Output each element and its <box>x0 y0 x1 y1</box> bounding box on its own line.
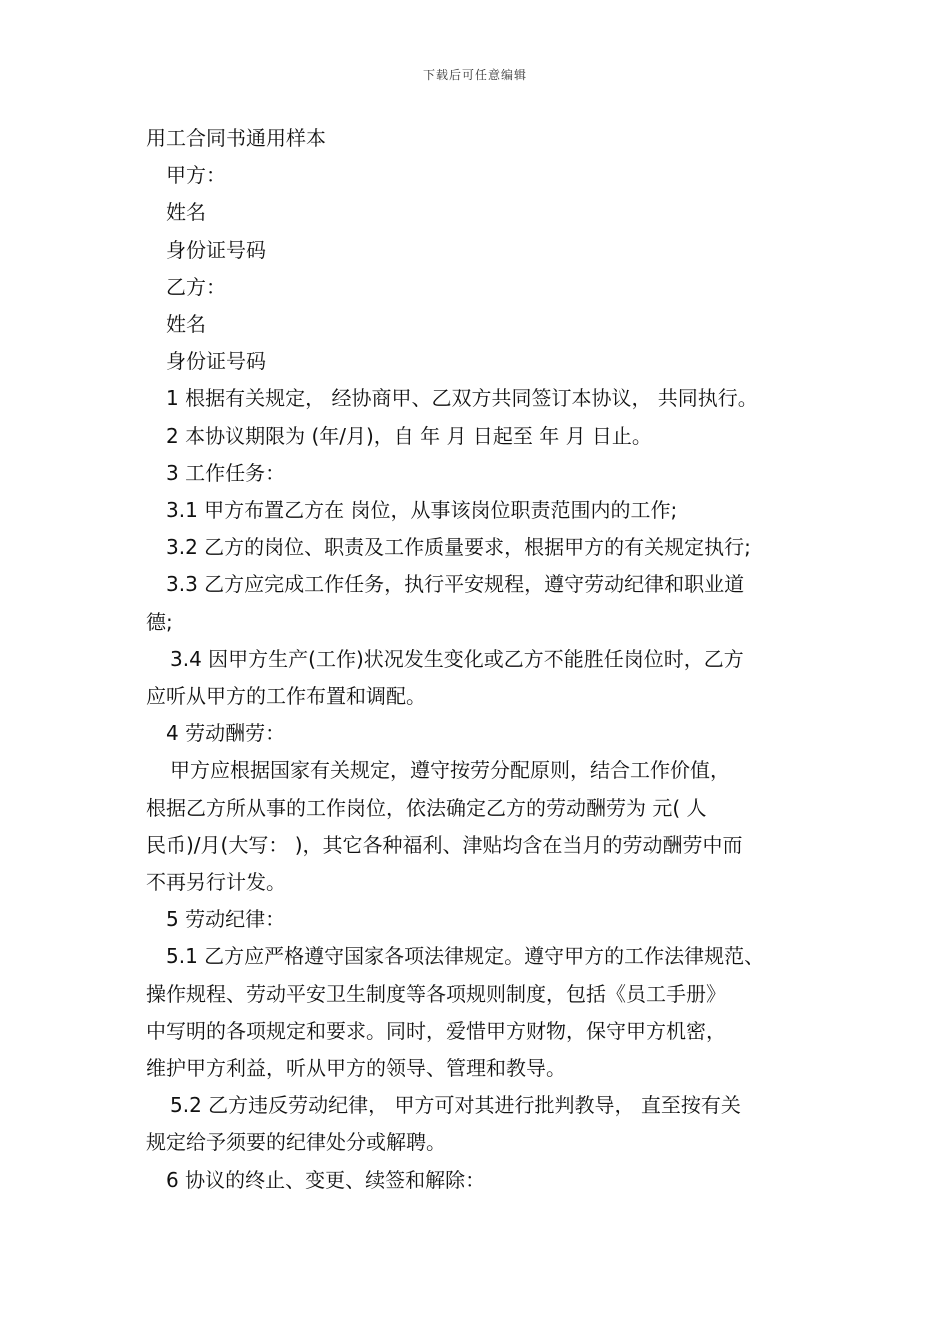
clause-5-1-line-2: 操作规程、劳动平安卫生制度等各项规则制度，包括《员工手册》 <box>146 981 726 1006</box>
party-b-name: 姓名 <box>166 312 206 337</box>
contract-body <box>146 120 826 1199</box>
clause-4-heading: 4 劳动酬劳： <box>166 721 286 746</box>
clause-3-4-line-2: 应听从甲方的工作布置和调配。 <box>146 684 426 709</box>
clause-3-3-line-1: 3.3 乙方应完成工作任务，执行平安规程，遵守劳动纪律和职业道 <box>166 572 745 597</box>
clause-6-heading: 6 协议的终止、变更、续签和解除： <box>166 1167 486 1192</box>
party-b-id: 身份证号码 <box>166 349 266 374</box>
clause-5-1-line-1: 5.1 乙方应严格遵守国家各项法律规定。遵守甲方的工作法律规范、 <box>166 944 765 969</box>
party-a-id: 身份证号码 <box>166 237 266 262</box>
clause-3-heading: 3 工作任务： <box>166 460 286 485</box>
clause-4-line-1: 甲方应根据国家有关规定，遵守按劳分配原则，结合工作价值， <box>170 758 730 783</box>
clause-5-heading: 5 劳动纪律： <box>166 907 286 932</box>
clause-5-2-line-2: 规定给予须要的纪律处分或解聘。 <box>146 1130 446 1155</box>
clause-4-line-4: 不再另行计发。 <box>146 870 286 895</box>
clause-4-line-3: 民币)/月(大写： )，其它各种福利、津贴均含在当月的劳动酬劳中而 <box>146 832 743 857</box>
party-a-label: 甲方： <box>166 163 226 188</box>
clause-4-line-2: 根据乙方所从事的工作岗位，依法确定乙方的劳动酬劳为 元( 人 <box>146 795 707 820</box>
clause-5-1-line-3: 中写明的各项规定和要求。同时，爱惜甲方财物，保守甲方机密， <box>146 1018 726 1043</box>
document-title: 用工合同书通用样本 <box>146 126 326 150</box>
clause-3-4-line-1: 3.4 因甲方生产(工作)状况发生变化或乙方不能胜任岗位时，乙方 <box>170 646 744 671</box>
clause-3-3-line-2: 德; <box>146 609 173 634</box>
clause-5-1-line-4: 维护甲方利益，听从甲方的领导、管理和教导。 <box>146 1056 566 1081</box>
party-b-label: 乙方： <box>166 274 226 299</box>
clause-3-2: 3.2 乙方的岗位、职责及工作质量要求，根据甲方的有关规定执行; <box>166 535 751 560</box>
page-header: 下载后可任意编辑 <box>422 68 527 82</box>
clause-5-2-line-1: 5.2 乙方违反劳动纪律， 甲方可对其进行批判教导， 直至按有关 <box>170 1093 741 1118</box>
party-a-name: 姓名 <box>166 200 206 225</box>
clause-3-1: 3.1 甲方布置乙方在 岗位，从事该岗位职责范围内的工作; <box>166 498 678 523</box>
clause-2: 2 本协议期限为 (年/月)，自 年 月 日起至 年 月 日止。 <box>166 423 652 448</box>
clause-1: 1 根据有关规定， 经协商甲、乙双方共同签订本协议， 共同执行。 <box>166 386 758 411</box>
